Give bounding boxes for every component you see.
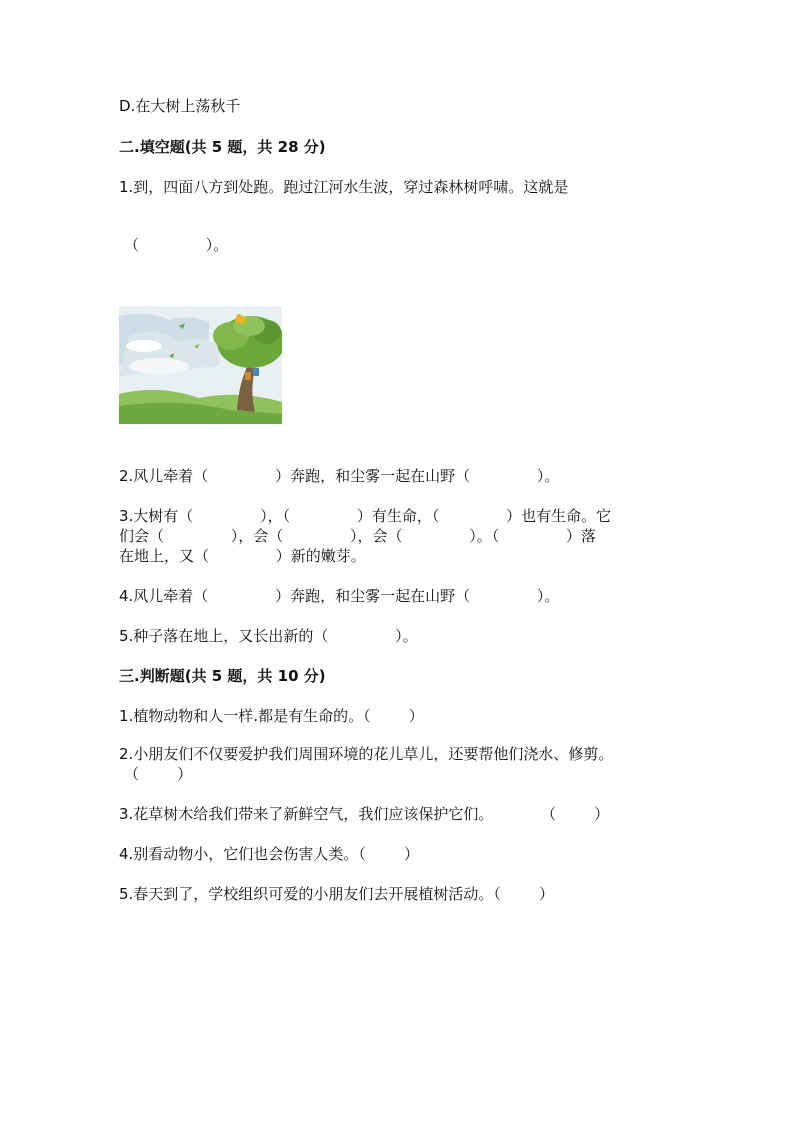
question-fill-5: 5.种子落在地上，又长出新的（ ）。 [119,627,418,645]
option-d: D.在大树上荡秋千 [119,97,241,115]
question-fill-4: 4.风儿牵着（ ）奔跑，和尘雾一起在山野（ ）。 [119,587,560,605]
question-judge-1: 1.植物动物和人一样.都是有生命的。（ ） [119,707,424,725]
question-judge-5: 5.春天到了，学校组织可爱的小朋友们去开展植树活动。（ ） [119,885,554,903]
question-judge-2-line-2: （ ） [124,765,193,783]
question-judge-4: 4.别看动物小，它们也会伤害人类。（ ） [119,845,419,863]
question-fill-1-blank: （ ）。 [124,236,229,254]
tree-illustration [119,306,282,424]
tree-picture [119,306,282,424]
section-title-judge: 三.判断题(共 5 题，共 10 分) [119,667,326,685]
question-fill-3-line-2: 们会（ ），会（ ），会（ ）。（ ）落 [119,527,597,545]
question-fill-2: 2.风儿牵着（ ）奔跑，和尘雾一起在山野（ ）。 [119,467,560,485]
section-title-fill-blank: 二.填空题(共 5 题，共 28 分) [119,138,326,156]
question-judge-3: 3.花草树木给我们带来了新鲜空气，我们应该保护它们。 （ ） [119,805,610,823]
question-judge-2-line-1: 2.小朋友们不仅要爱护我们周围环境的花儿草儿，还要帮他们浇水、修剪。 [119,745,614,763]
question-fill-3-line-3: 在地上，又（ ）新的嫩芽。 [119,547,366,565]
question-fill-3-line-1: 3.大树有（ ），（ ）有生命，（ ）也有生命。它 [119,507,612,525]
question-fill-1: 1.到，四面八方到处跑。跑过江河水生波，穿过森林树呼啸。这就是 [119,178,569,196]
